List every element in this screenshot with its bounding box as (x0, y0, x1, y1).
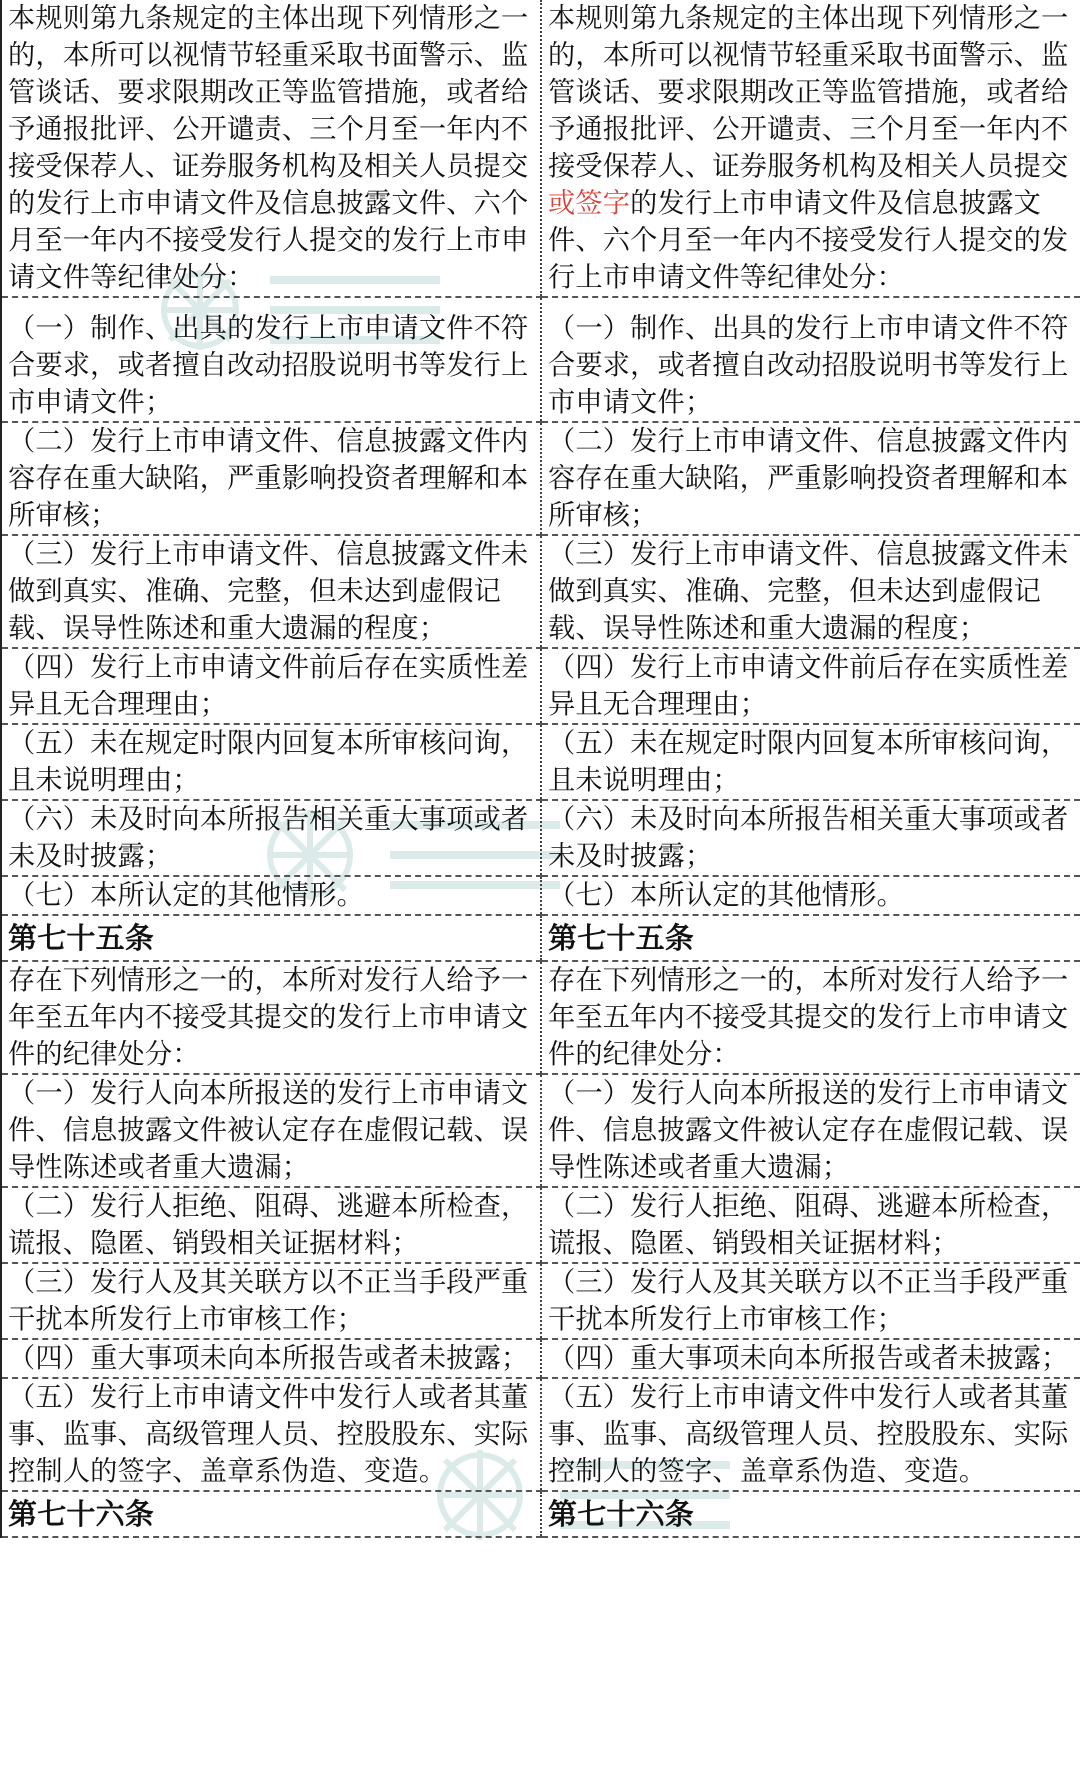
table-row (1, 1263, 1080, 1339)
left-cell: （一）发行人向本所报送的发行上市申请文件、信息披露文件被认定存在虚假记载、误导性陈述或者重大遗漏； (1, 1074, 541, 1187)
article-title-left: 第七十六条 (1, 1491, 541, 1537)
right-cell: （二）发行人拒绝、阻碍、逃避本所检查，谎报、隐匿、销毁相关证据材料； (541, 1187, 1080, 1263)
left-cell: （二）发行人拒绝、阻碍、逃避本所检查，谎报、隐匿、销毁相关证据材料； (1, 1187, 541, 1263)
table-row (1, 724, 1080, 800)
left-cell: （七）本所认定的其他情形。 (1, 876, 541, 915)
table-row (1, 1074, 1080, 1187)
table-row (1, 1378, 1080, 1491)
table-row (1, 0, 1080, 297)
left-cell: （一）制作、出具的发行上市申请文件不符合要求，或者擅自改动招股说明书等发行上市申请文件； (1, 297, 541, 422)
right-cell: （七）本所认定的其他情形。 (541, 876, 1080, 915)
left-cell: 存在下列情形之一的，本所对发行人给予一年至五年内不接受其提交的发行上市申请文件的纪律处分： (1, 961, 541, 1074)
right-cell: （三）发行上市申请文件、信息披露文件未做到真实、准确、完整，但未达到虚假记载、误导性陈述和重大遗漏的程度； (541, 535, 1080, 648)
table-row (1, 1339, 1080, 1378)
right-cell (541, 0, 1080, 297)
left-cell: （五）发行上市申请文件中发行人或者其董事、监事、高级管理人员、控股股东、实际控制人的签字、盖章系伪造、变造。 (1, 1378, 541, 1491)
right-cell: （五）未在规定时限内回复本所审核问询，且未说明理由； (541, 724, 1080, 800)
right-cell: （四）发行上市申请文件前后存在实质性差异且无合理理由； (541, 648, 1080, 724)
left-cell: （三）发行人及其关联方以不正当手段严重干扰本所发行上市审核工作； (1, 1263, 541, 1339)
article-title-right: 第七十五条 (541, 915, 1080, 961)
left-cell: （六）未及时向本所报告相关重大事项或者未及时披露； (1, 800, 541, 876)
right-cell: （六）未及时向本所报告相关重大事项或者未及时披露； (541, 800, 1080, 876)
right-cell: （三）发行人及其关联方以不正当手段严重干扰本所发行上市审核工作； (541, 1263, 1080, 1339)
article-title-left: 第七十五条 (1, 915, 541, 961)
table-row (1, 422, 1080, 535)
left-cell: 本规则第九条规定的主体出现下列情形之一的，本所可以视情节轻重采取书面警示、监管谈话、要求限期改正等监管措施，或者给予通报批评、公开谴责、三个月至一年内不接受保荐人、证券服务机构及相关人员提交的发行上市申请文件及信息披露文件、六个月至一年内不接受发行人提交的发行上市申请文件等纪律处分： (1, 0, 541, 297)
table-row (1, 876, 1080, 915)
table-row (1, 297, 1080, 422)
table-row (1, 535, 1080, 648)
left-cell: （四）重大事项未向本所报告或者未披露； (1, 1339, 541, 1378)
left-cell: （二）发行上市申请文件、信息披露文件内容存在重大缺陷，严重影响投资者理解和本所审核； (1, 422, 541, 535)
table-row (1, 1187, 1080, 1263)
highlighted-insertion: 或签字 (548, 188, 631, 219)
right-text-before: 本规则第九条规定的主体出现下列情形之一的，本所可以视情节轻重采取书面警示、监管谈话、要求限期改正等监管措施，或者给予通报批评、公开谴责、三个月至一年内不接受保荐人、证券服务机构及相关人员提交 (548, 3, 1069, 182)
left-cell: （四）发行上市申请文件前后存在实质性差异且无合理理由； (1, 648, 541, 724)
table-row (1, 800, 1080, 876)
article-title-right: 第七十六条 (541, 1491, 1080, 1537)
table-row (1, 648, 1080, 724)
right-cell: （二）发行上市申请文件、信息披露文件内容存在重大缺陷，严重影响投资者理解和本所审核； (541, 422, 1080, 535)
right-cell: （一）发行人向本所报送的发行上市申请文件、信息披露文件被认定存在虚假记载、误导性陈述或者重大遗漏； (541, 1074, 1080, 1187)
left-cell: （三）发行上市申请文件、信息披露文件未做到真实、准确、完整，但未达到虚假记载、误导性陈述和重大遗漏的程度； (1, 535, 541, 648)
right-cell: （五）发行上市申请文件中发行人或者其董事、监事、高级管理人员、控股股东、实际控制人的签字、盖章系伪造、变造。 (541, 1378, 1080, 1491)
article-heading-row (1, 1491, 1080, 1537)
right-cell: （四）重大事项未向本所报告或者未披露； (541, 1339, 1080, 1378)
right-text-after: 的发行上市申请文件及信息披露文件、六个月至一年内不接受发行人提交的发行上市申请文件等纪律处分： (548, 188, 1069, 293)
left-cell: （五）未在规定时限内回复本所审核问询，且未说明理由； (1, 724, 541, 800)
right-cell: 存在下列情形之一的，本所对发行人给予一年至五年内不接受其提交的发行上市申请文件的纪律处分： (541, 961, 1080, 1074)
table-row (1, 961, 1080, 1074)
right-cell: （一）制作、出具的发行上市申请文件不符合要求，或者擅自改动招股说明书等发行上市申请文件； (541, 297, 1080, 422)
article-heading-row (1, 915, 1080, 961)
